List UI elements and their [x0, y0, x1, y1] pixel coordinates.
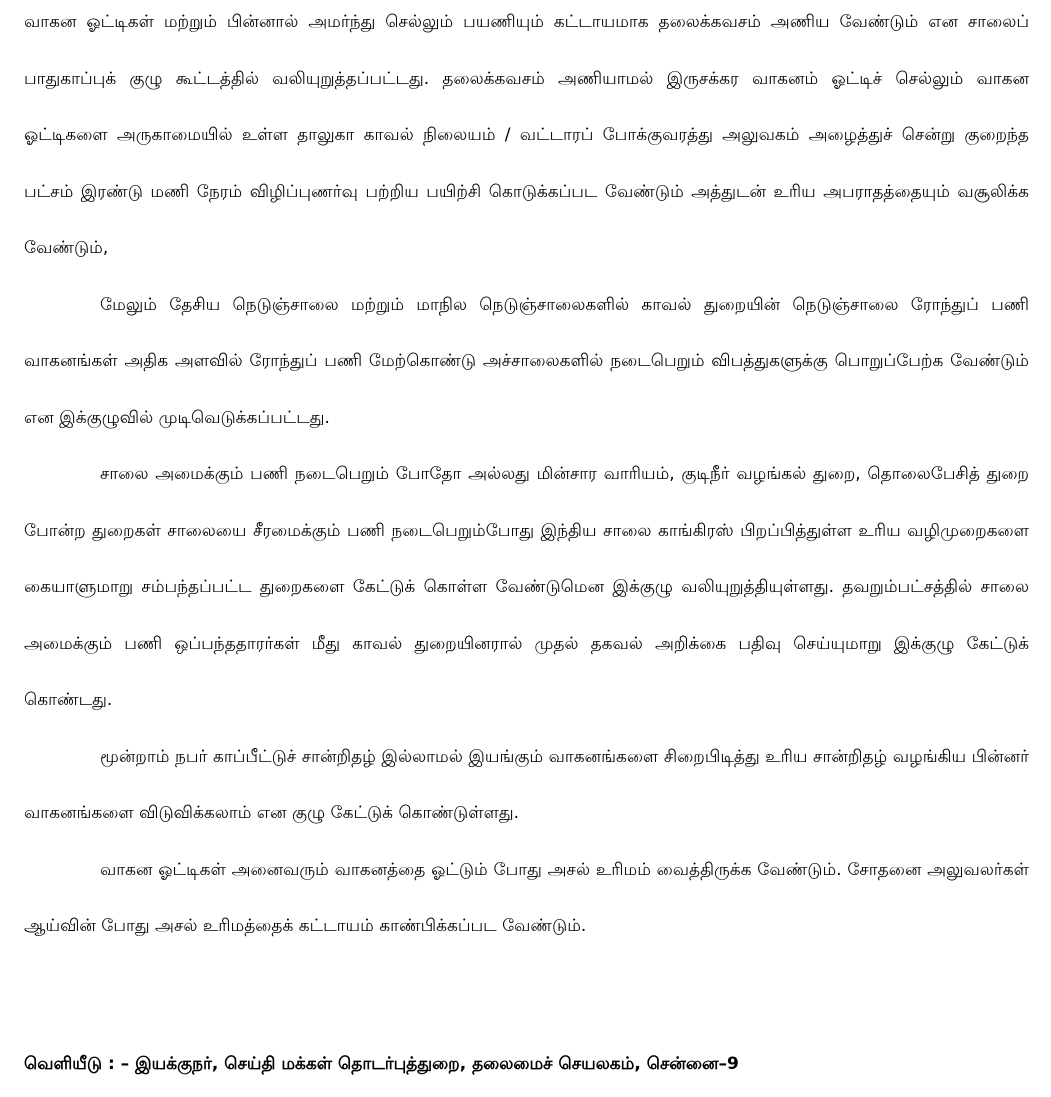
paragraph-helmet-rule: வாகன ஓட்டிகள் மற்றும் பின்னால் அமர்ந்து செல்லும் பயணியும் கட்டாயமாக தலைக்கவசம் அணிய வேண்டும் என சாலைப் பாதுகாப்புக் குழு கூட்டத்தில் வலியுறுத்தப்பட்டது. தலைக்கவசம் அணியாமல் இருசக்கர வாகனம் ஓட்டிச் செல்லும் வாகன ஓட்டிகளை அருகாமையில் உள்ள தாலுகா காவல் நிலையம் / வட்டாரப் போக்குவரத்து அலுவகம் அழைத்துச் சென்று குறைந்த பட்சம் இரண்டு மணி நேரம் விழிப்புணர்வு பற்றிய பயிற்சி கொடுக்கப்பட வேண்டும் அத்துடன் உரிய அபராதத்தையும் வசூலிக்க வேண்டும், — [24, 12, 1029, 258]
paragraph-insurance: மூன்றாம் நபர் காப்பீட்டுச் சான்றிதழ் இல்லாமல் இயங்கும் வாகனங்களை சிறைபிடித்து உரிய சான்றிதழ் வழங்கிய பின்னர் வாகனங்களை விடுவிக்கலாம் என குழு கேட்டுக் கொண்டுள்ளது. — [24, 746, 1029, 823]
paragraph-road-works: சாலை அமைக்கும் பணி நடைபெறும் போதோ அல்லது மின்சார வாரியம், குடிநீர் வழங்கல் துறை, தொலைபேசித் துறை போன்ற துறைகள் சாலையை சீரமைக்கும் பணி நடைபெறும்போது இந்திய சாலை காங்கிரஸ் பிறப்பித்துள்ள உரிய வழிமுறைகளை கையாளுமாறு சம்பந்தப்பட்ட துறைகளை கேட்டுக் கொள்ள வேண்டுமென இக்குழு வலியுறுத்தியுள்ளது. தவறும்பட்சத்தில் சாலை அமைக்கும் பணி ஒப்பந்ததாரர்கள் மீது காவல் துறையினரால் முதல் தகவல் அறிக்கை பதிவு செய்யுமாறு இக்குழு கேட்டுக் கொண்டது. — [24, 464, 1029, 710]
document-body — [24, 0, 1029, 955]
paragraph-original-license: வாகன ஓட்டிகள் அனைவரும் வாகனத்தை ஓட்டும் போது அசல் உரிமம் வைத்திருக்க வேண்டும். சோதனை அலுவலர்கள் ஆய்வின் போது அசல் உரிமத்தைக் கட்டாயம் காண்பிக்கப்பட வேண்டும். — [24, 859, 1029, 936]
paragraph-highway-patrol: மேலும் தேசிய நெடுஞ்சாலை மற்றும் மாநில நெடுஞ்சாலைகளில் காவல் துறையின் நெடுஞ்சாலை ரோந்துப் பணி வாகனங்கள் அதிக அளவில் ரோந்துப் பணி மேற்கொண்டு அச்சாலைகளில் நடைபெறும் விபத்துகளுக்கு பொறுப்பேற்க வேண்டும் என இக்குழுவில் முடிவெடுக்கப்பட்டது. — [24, 294, 1029, 428]
release-footer: வெளியீடு : – இயக்குநர், செய்தி மக்கள் தொடர்புத்துறை, தலைமைச் செயலகம், சென்னை–9 — [24, 1054, 739, 1074]
